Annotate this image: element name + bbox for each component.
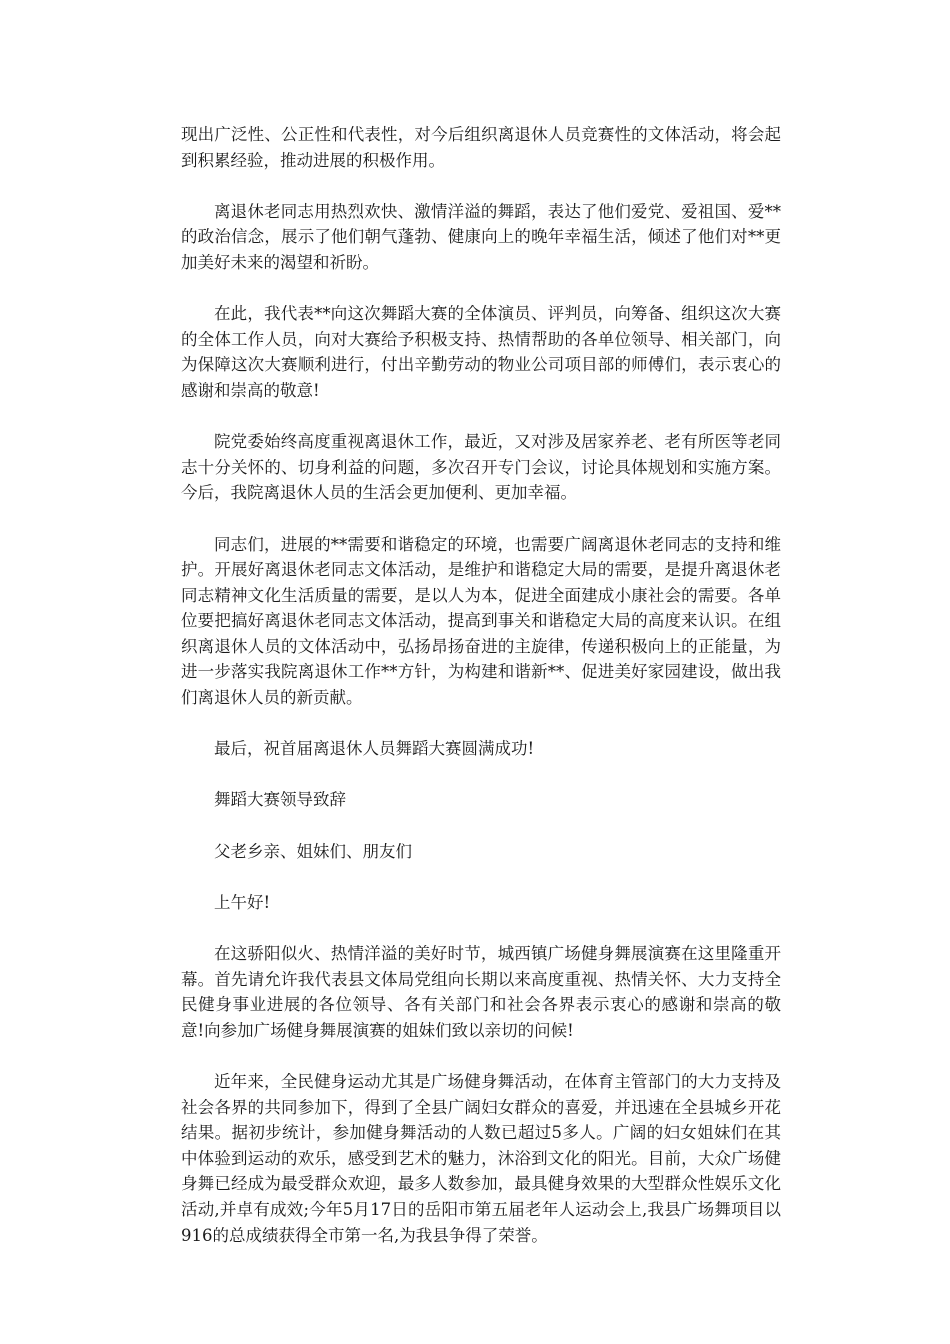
paragraph-continuation: 现出广泛性、公正性和代表性，对今后组织离退休人员竞赛性的文体活动，将会起到积累经验，推动进展的积极作用。 <box>181 125 781 170</box>
paragraph: 离退休老同志用热烈欢快、激情洋溢的舞蹈，表达了他们爱党、爱祖国、爱**的政治信念，展示了他们朝气蓬勃、健康向上的晚年幸福生活，倾述了他们对**更加美好未来的渴望和祈盼。 <box>181 201 781 272</box>
paragraph: 院党委始终高度重视离退休工作，最近，又对涉及居家养老、老有所医等老同志十分关怀的、切身利益的问题，多次召开专门会议，讨论具体规划和实施方案。今后，我院离退休人员的生活会更加便利、更加幸福。 <box>181 432 781 503</box>
paragraph: 近年来，全民健身运动尤其是广场健身舞活动，在体育主管部门的大力支持及社会各界的共同参加下，得到了全县广阔妇女群众的喜爱，并迅速在全县城乡开花结果。据初步统计，参加健身舞活动的人数已超过5多人。广阔的妇女姐妹们在其中体验到运动的欢乐，感受到艺术的魅力，沐浴到文化的阳光。目前，大众广场健身舞已经成为最受群众欢迎，最多人数参加，最具健身效果的大型群众性娱乐文化活动,并卓有成效;今年5月17日的岳阳市第五届老年人运动会上,我县广场舞项目以916的总成绩获得全市第一名,为我县争得了荣誉。 <box>181 1071 781 1245</box>
salutation: 父老乡亲、姐妹们、朋友们 <box>214 841 412 861</box>
section-title: 舞蹈大赛领导致辞 <box>214 790 346 810</box>
greeting: 上午好! <box>214 892 271 912</box>
paragraph: 在此，我代表**向这次舞蹈大赛的全体演员、评判员，向筹备、组织这次大赛的全体工作人员，向对大赛给予积极支持、热情帮助的各单位领导、相关部门，向为保障这次大赛顺利进行，付出辛勤劳动的物业公司项目部的师傅们，表示衷心的感谢和崇高的敬意! <box>181 304 781 400</box>
paragraph: 最后，祝首届离退休人员舞蹈大赛圆满成功! <box>214 739 535 759</box>
paragraph: 在这骄阳似火、热情洋溢的美好时节，城西镇广场健身舞展演赛在这里隆重开幕。首先请允许我代表县文体局党组向长期以来高度重视、热情关怀、大力支持全民健身事业进展的各位领导、各有关部门和社会各界表示衷心的感谢和崇高的敬意!向参加广场健身舞展演赛的姐妹们致以亲切的问候! <box>181 944 781 1040</box>
document-body <box>181 122 781 1274</box>
paragraph: 同志们，进展的**需要和谐稳定的环境，也需要广阔离退休老同志的支持和维护。开展好离退休老同志文体活动，是维护和谐稳定大局的需要，是提升离退休老同志精神文化生活质量的需要，是以人为本，促进全面建成小康社会的需要。各单位要把搞好离退休老同志文体活动，提高到事关和谐稳定大局的高度来认识。在组织离退休人员的文体活动中，弘扬昂扬奋进的主旋律，传递积极向上的正能量，为进一步落实我院离退休工作**方针，为构建和谐新**、促进美好家园建设，做出我们离退休人员的新贡献。 <box>181 534 781 708</box>
